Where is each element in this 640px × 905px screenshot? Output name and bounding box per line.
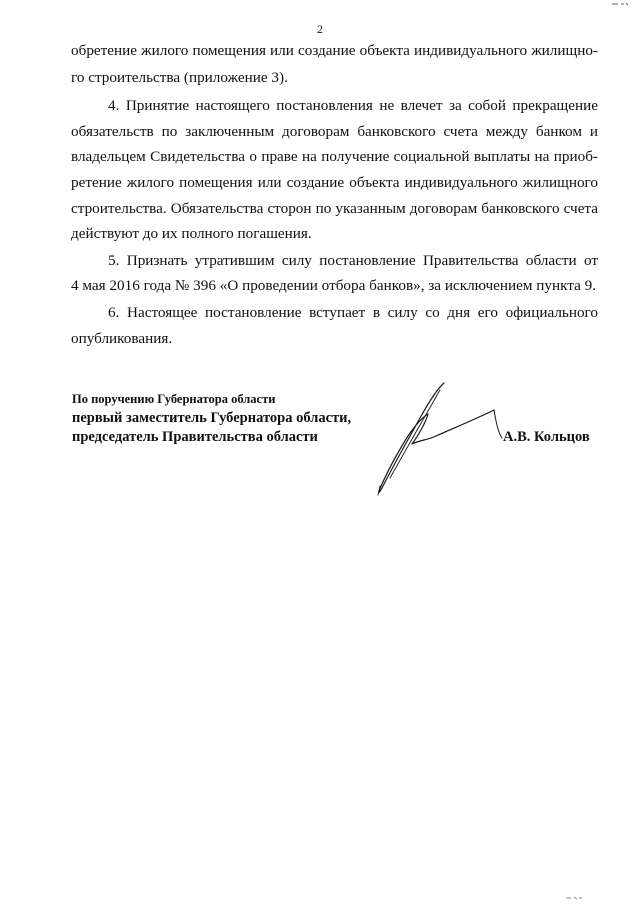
text-line: строительства. Обязательства сторон по указанным договорам банковского счета: [71, 200, 598, 217]
signature-position-2: председатель Правительства области: [72, 429, 318, 445]
text-line: 5. Признать утратившим силу постановление Правительства области от: [108, 252, 598, 269]
text-line: ретение жилого помещения или создание объекта индивидуального жилищного: [71, 174, 598, 191]
signature-position-1: первый заместитель Губернатора области,: [72, 410, 352, 426]
text-line: обязательств по заключенным договорам банковского счета между банком и: [71, 123, 598, 140]
text-line: 4 мая 2016 года № 396 «О проведении отбора банков», за исключением пункта 9.: [71, 277, 597, 294]
page-number: 2: [317, 22, 323, 36]
text-line: 4. Принятие настоящего постановления не влечет за собой прекращение: [108, 97, 598, 114]
signature-on-behalf: По поручению Губернатора области: [72, 392, 276, 406]
text-line: опубликования.: [71, 330, 173, 347]
text-line: обретение жилого помещения или создание объекта индивидуального жилищно-: [71, 42, 598, 59]
handwritten-signature: [368, 378, 508, 498]
text-line: го строительства (приложение 3).: [71, 69, 288, 86]
text-line: действуют до их полного погашения.: [71, 225, 312, 242]
signatory-name: А.В. Кольцов: [503, 429, 590, 445]
scan-mark-bottom: [564, 896, 584, 900]
scan-mark-top: [610, 2, 630, 6]
text-line: владельцем Свидетельства о праве на получение социальной выплаты на приоб-: [71, 148, 598, 165]
text-line: 6. Настоящее постановление вступает в силу со дня его официального: [108, 304, 598, 321]
